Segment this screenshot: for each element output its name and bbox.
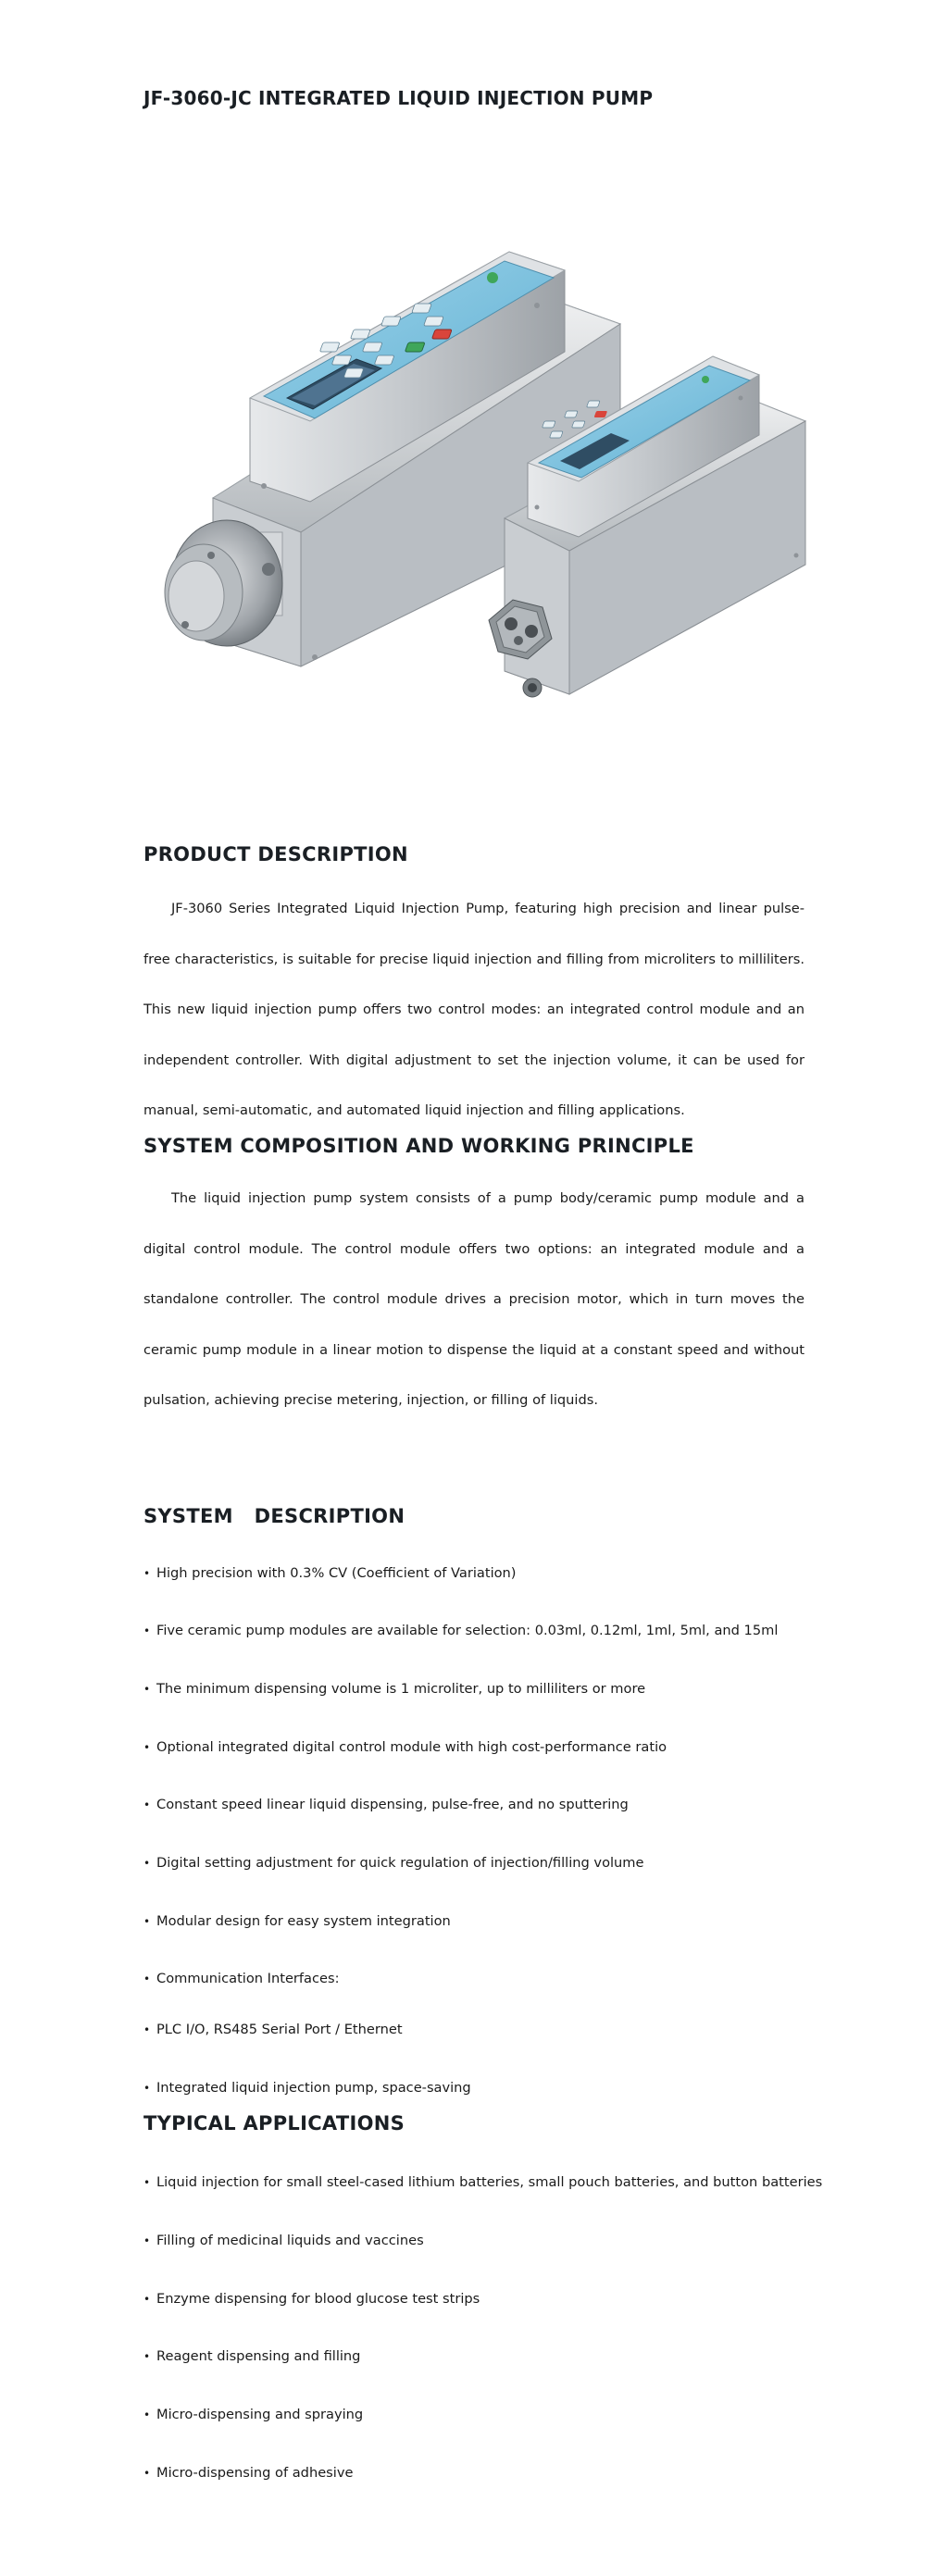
system-description-heading: SYSTEM DESCRIPTION: [143, 1505, 405, 1527]
product-description-text: [143, 884, 805, 1137]
product-description-heading: PRODUCT DESCRIPTION: [143, 843, 408, 865]
list-item: • Five ceramic pump modules are available for selection: 0.03ml, 0.12ml, 1ml, 5ml, and 15ml: [143, 1623, 779, 1638]
bullet-icon: •: [143, 2408, 151, 2421]
list-item: • PLC I/O, RS485 Serial Port / Ethernet: [143, 2022, 403, 2037]
list-item: • Modular design for easy system integration: [143, 1913, 451, 1929]
list-item: • High precision with 0.3% CV (Coefficient of Variation): [143, 1565, 517, 1581]
list-item: • Liquid injection for small steel-cased lithium batteries, small pouch batteries, and button batteries: [143, 2174, 823, 2190]
list-item: • Enzyme dispensing for blood glucose test strips: [143, 2291, 480, 2307]
bullet-icon: •: [143, 1624, 151, 1637]
bullet-icon: •: [143, 2350, 151, 2363]
bullet-icon: •: [143, 2082, 151, 2095]
list-item: • Constant speed linear liquid dispensing, pulse-free, and no sputtering: [143, 1797, 629, 1812]
bullet-icon: •: [143, 2293, 151, 2306]
system-composition-body: The liquid injection pump system consists of a pump body/ceramic pump module and a digital control module. The control module offers two options: an integrated module and a standalone controller. The control module drives a precision motor, which in turn moves the ceramic pump module in a linear motion to dispense the liquid at a constant speed and without pulsation, achieving precise metering, injection, or filling of liquids.: [143, 1190, 805, 1408]
system-composition-text: [143, 1174, 805, 1426]
bullet-icon: •: [143, 1683, 151, 1696]
list-item: • Digital setting adjustment for quick regulation of injection/filling volume: [143, 1855, 644, 1871]
list-item: • The minimum dispensing volume is 1 microliter, up to milliliters or more: [143, 1681, 646, 1697]
list-item: • Filling of medicinal liquids and vaccines: [143, 2233, 424, 2248]
bullet-icon: •: [143, 1741, 151, 1754]
typical-applications-heading: TYPICAL APPLICATIONS: [143, 2112, 405, 2134]
list-item: • Integrated liquid injection pump, space-saving: [143, 2080, 471, 2096]
list-item: • Communication Interfaces:: [143, 1971, 340, 1986]
system-composition-heading: SYSTEM COMPOSITION AND WORKING PRINCIPLE: [143, 1135, 694, 1157]
bullet-icon: •: [143, 1915, 151, 1928]
list-item: • Optional integrated digital control module with high cost-performance ratio: [143, 1739, 667, 1755]
product-image: [139, 213, 824, 787]
bullet-icon: •: [143, 1857, 151, 1870]
list-item: • Micro-dispensing of adhesive: [143, 2465, 354, 2481]
bullet-icon: •: [143, 1972, 151, 1985]
list-item: • Micro-dispensing and spraying: [143, 2407, 364, 2422]
bullet-icon: •: [143, 2234, 151, 2247]
bullet-icon: •: [143, 1567, 151, 1580]
bullet-icon: •: [143, 1798, 151, 1811]
bullet-icon: •: [143, 2176, 151, 2189]
product-description-body: JF-3060 Series Integrated Liquid Injection Pump, featuring high precision and linear pulse-free characteristics, is suitable for precise liquid injection and filling from microliters to milliliters. This new liquid injection pump offers two control modes: an integrated control module and an independent controller. With digital adjustment to set the injection volume, it can be used for manual, semi-automatic, and automated liquid injection and filling applications.: [143, 901, 805, 1118]
bullet-icon: •: [143, 2467, 151, 2480]
list-item: • Reagent dispensing and filling: [143, 2348, 361, 2364]
bullet-icon: •: [143, 2023, 151, 2036]
page-title: JF-3060-JC INTEGRATED LIQUID INJECTION PUMP: [143, 87, 654, 109]
